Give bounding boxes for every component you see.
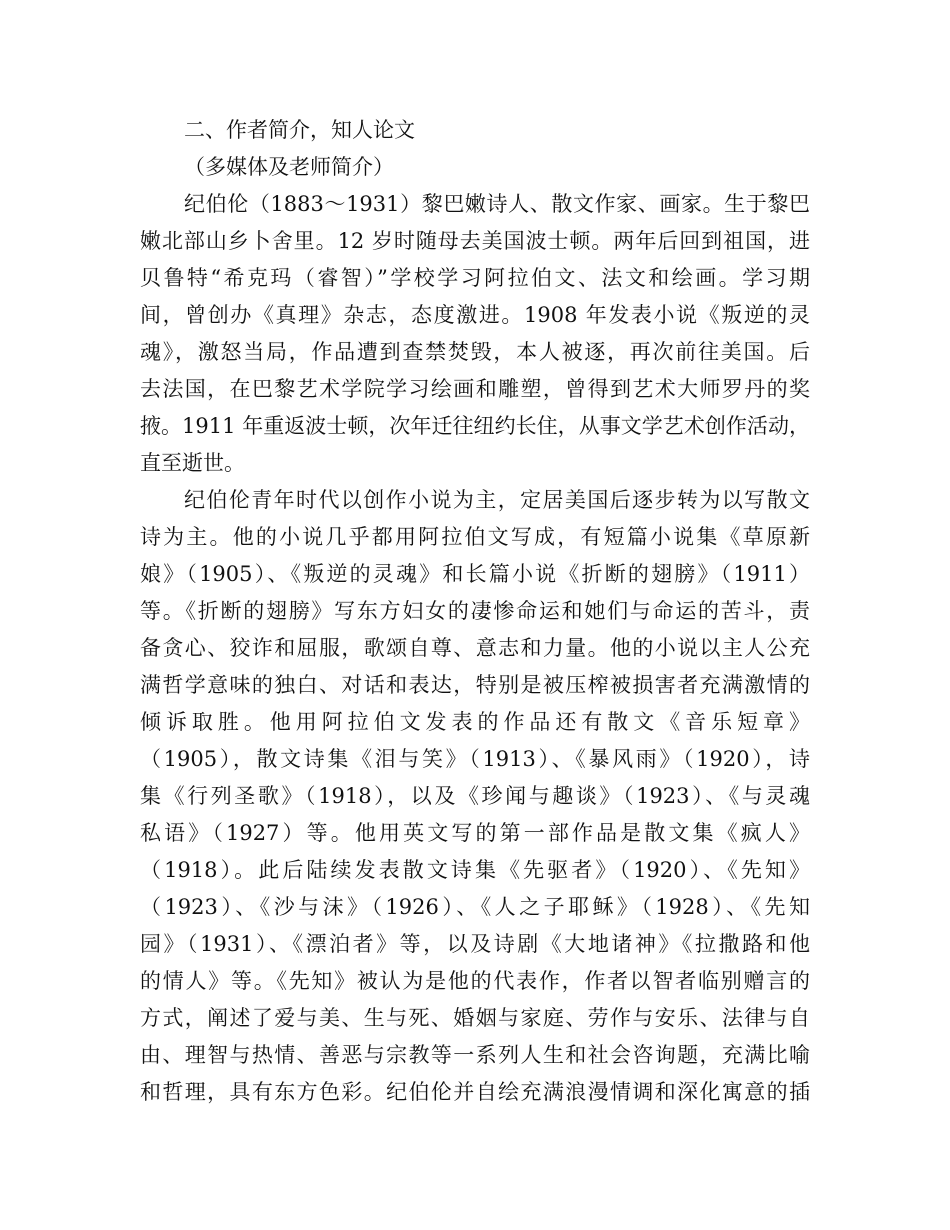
paragraph-line: 去法国，在巴黎艺术学院学习绘画和雕塑，曾得到艺术大师罗丹的奖 bbox=[140, 377, 810, 401]
paragraph-line: 等。《折断的翅膀》写东方妇女的凄惨命运和她们与命运的苦斗，责 bbox=[140, 599, 810, 623]
paragraph-line: 嫩北部山乡卜舍里。12 岁时随母去美国波士顿。两年后回到祖国，进 bbox=[140, 229, 810, 253]
paragraph-line: 满哲学意味的独白、对话和表达，特别是被压榨被损害者充满激情的 bbox=[140, 673, 810, 697]
paragraph-biography bbox=[140, 186, 810, 482]
paragraph-line: 娘》（1905）、《叛逆的灵魂》和长篇小说《折断的翅膀》（1911） bbox=[140, 562, 810, 586]
paragraph-line: （1905），散文诗集《泪与笑》（1913）、《暴风雨》（1920），诗 bbox=[140, 747, 810, 771]
paragraph-line: 由、理智与热情、善恶与宗教等一系列人生和社会咨询题，充满比喻 bbox=[140, 1043, 810, 1067]
paragraph-line: 私语》（1927）等。他用英文写的第一部作品是散文集《疯人》 bbox=[140, 821, 810, 845]
document-body bbox=[140, 112, 810, 1111]
paragraph-line: 和哲理，具有东方色彩。纪伯伦并自绘充满浪漫情调和深化寓意的插 bbox=[140, 1080, 810, 1104]
paragraph-line: 直至逝世。 bbox=[140, 451, 245, 475]
paragraph-line: 备贪心、狡诈和屈服，歌颂自尊、意志和力量。他的小说以主人公充 bbox=[140, 636, 810, 660]
paragraph-line: 间，曾创办《真理》杂志，态度激进。1908 年发表小说《叛逆的灵 bbox=[140, 303, 810, 327]
paragraph-line: （1923）、《沙与沫》（1926）、《人之子耶稣》（1928）、《先知 bbox=[140, 895, 810, 919]
paragraph-line: 掖。1911 年重返波士顿，次年迁往纽约长住，从事文学艺术创作活动， bbox=[140, 414, 810, 438]
paragraph-works bbox=[140, 482, 810, 1111]
paragraph-line: 的情人》等。《先知》被认为是他的代表作，作者以智者临别赠言的 bbox=[140, 969, 810, 993]
paragraph-line: 纪伯伦青年时代以创作小说为主，定居美国后逐步转为以写散文 bbox=[184, 488, 810, 512]
paragraph-line: 纪伯伦（1883～1931）黎巴嫩诗人、散文作家、画家。生于黎巴 bbox=[184, 192, 810, 216]
paragraph-line: 方式，阐述了爱与美、生与死、婚姻与家庭、劳作与安乐、法律与自 bbox=[140, 1006, 810, 1030]
paragraph-line: 贝鲁特“希克玛（睿智）”学校学习阿拉伯文、法文和绘画。学习期 bbox=[140, 266, 810, 290]
paragraph-line: 园》（1931）、《漂泊者》等，以及诗剧《大地诸神》《拉撒路和他 bbox=[140, 932, 810, 956]
section-subheading: （多媒体及老师简介） bbox=[184, 155, 394, 179]
paragraph-line: 诗为主。他的小说几乎都用阿拉伯文写成，有短篇小说集《草原新 bbox=[140, 525, 810, 549]
paragraph-line: 魂》，激怒当局，作品遭到查禁焚毁，本人被逐，再次前往美国。后 bbox=[140, 340, 810, 364]
paragraph-line: 集《行列圣歌》（1918），以及《珍闻与趣谈》（1923）、《与灵魂 bbox=[140, 784, 810, 808]
paragraph-line: 倾诉取胜。他用阿拉伯文发表的作品还有散文《音乐短章》 bbox=[140, 710, 810, 734]
paragraph-line: （1918）。此后陆续发表散文诗集《先驱者》（1920）、《先知》 bbox=[140, 858, 810, 882]
section-heading: 二、作者简介，知人论文 bbox=[184, 118, 415, 142]
